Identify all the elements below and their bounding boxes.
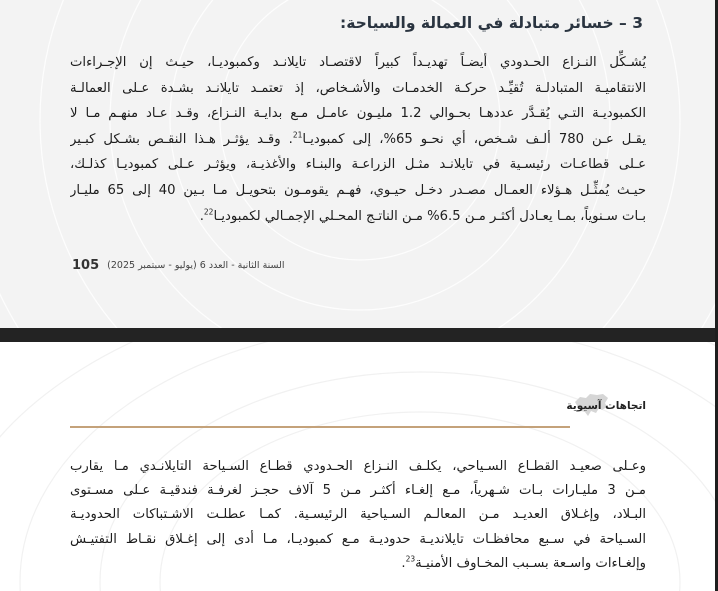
footnote-ref-21[interactable]: 21 (292, 130, 303, 140)
text-line: يقـل عـن 780 ألـف شـخص، أي نحـو 65%، إلى كمبوديـا$^{21}$. وقـد يؤثـر هـذا النقـص بشـكل كبـير (70, 130, 646, 147)
page-footer (72, 258, 285, 273)
text-line: السـياحة في سـبع محافظـات تايلانديـة حدوديـة مـع كمبوديـا، مـا أدى إلى إغـلاق نقـاط التفتيـش (70, 531, 646, 547)
body-paragraph (70, 455, 646, 576)
body-paragraph (70, 50, 646, 229)
page-number: 105 (72, 258, 100, 273)
text-line: البـلاد، وإغـلاق العديـد مـن المعالـم السـياحية الرئيسـية. كمـا عطلـت الاشـتباكات الحدوديـة (70, 507, 646, 523)
text-line: يُشـكِّل النـزاع الحـدودي أيضـاً تهديـداً كبيراً لاقتصـاد تايلانـد وكمبوديـا، حيـث إن الإجـراءات (70, 55, 646, 70)
text-line: الانتقاميـة المتبادلـة تُقيِّـد حركـة الخدمـات والأشـخاص، إذ تعتمـد تايلانـد بشـدة عـلى العمالـة (70, 80, 646, 96)
running-header (566, 400, 646, 412)
text-line: وإلغـاءات واسـعة بسـبب المخـاوف الأمنيـة$^{23}$. (401, 554, 646, 571)
page-separator (0, 328, 718, 342)
section-heading: 3 – خسائر متبادلة في العمالة والسياحة: (340, 14, 643, 32)
footnote-ref-23[interactable]: 23 (405, 554, 416, 564)
journal-title: اتجاهات آسيوية (566, 400, 646, 412)
text-line: الكمبوديـة التـي يُقـدَّر عددهـا بحـوالي 1.2 مليـون عامـل مـع بدايـة النـزاع، وقـد عـاد منهـم مـا لا (70, 106, 646, 122)
text-line: وعـلى صعيـد القطـاع السـياحي، يكلـف النـزاع الحـدودي قطـاع السـياحة التايلانـدي مـا يقارب (70, 459, 646, 474)
footnote-ref-22[interactable]: 22 (203, 207, 214, 217)
text-line: بـات سـنوياً، بمـا يعـادل أكثـر مـن 6.5% مـن الناتـج المحـلي الإجمـالي لكمبوديـا$^{22}$. (199, 207, 646, 224)
issue-info: السنة الثانية - العدد 6 (يوليو - سبتمبر 2025) (107, 260, 285, 271)
text-line: حيـث يُمثِّـل هـؤلاء العمـال مصـدر دخـل حيـوي، فهـم يقومـون بتحويـل مـا بـين 40 إلى 65 مليـار (70, 182, 646, 198)
header-rule (70, 426, 570, 428)
text-line: مـن 3 مليـارات بـات شـهرياً، مـع إلغـاء أكثـر مـن 5 آلاف حجـز لغرفـة فندقيـة عـلى مسـتوى (70, 483, 646, 499)
text-line: عـلى قطاعـات رئيسـية في تايلانـد مثـل الزراعـة والبنـاء والأغذيـة، ويؤثـر عـلى كمبوديـا كذلـك، (70, 157, 646, 173)
